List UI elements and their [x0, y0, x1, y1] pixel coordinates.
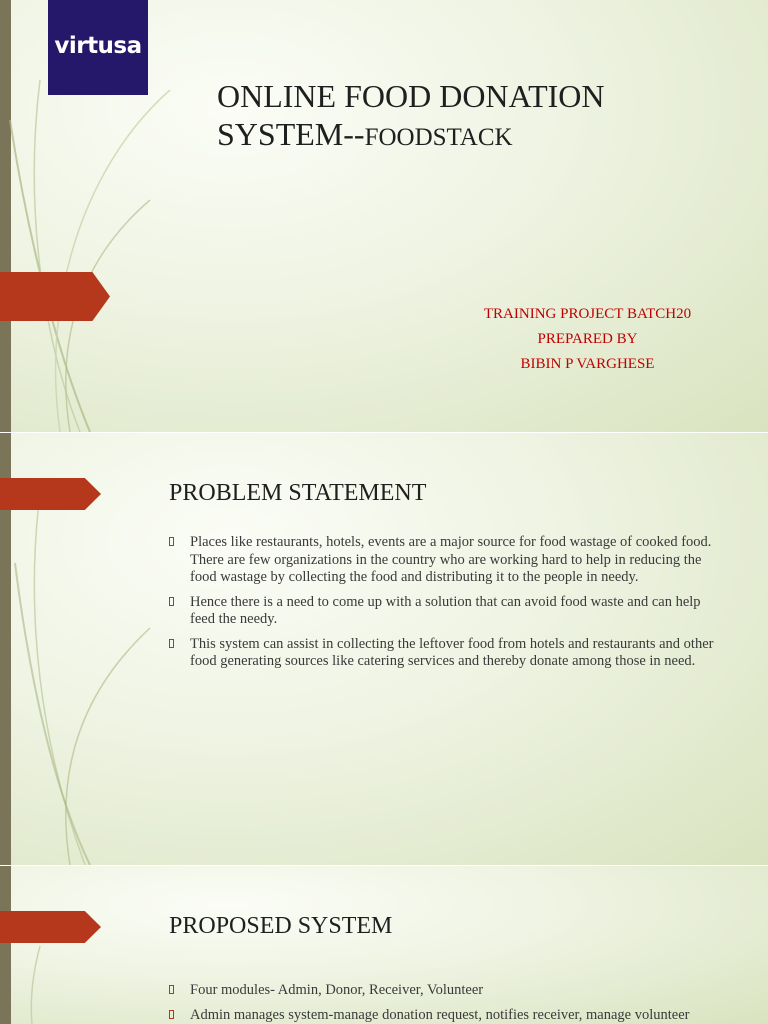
title-line-2-suffix: FOODSTACK: [364, 124, 513, 151]
problem-statement-slide: [0, 433, 768, 865]
title-line-1: ONLINE FOOD DONATION: [217, 78, 605, 114]
accent-arrow-tab: [0, 272, 110, 321]
title-line-2-prefix: SYSTEM--: [217, 116, 365, 152]
list-item: [167, 1007, 727, 1024]
credits-block: [440, 302, 735, 377]
bullet-marker-icon: [169, 1010, 174, 1019]
virtusa-logo: [48, 0, 148, 95]
bullet-text: Four modules- Admin, Donor, Receiver, Volunteer: [190, 982, 484, 998]
bullet-text: Hence there is a need to come up with a solution that can avoid food waste and can help feed the needy.: [190, 593, 701, 627]
bullet-marker-icon: [169, 639, 174, 648]
slide-title: [217, 77, 737, 157]
title-line-2: [217, 115, 737, 157]
bullet-marker-icon: [169, 985, 174, 994]
list-item: [167, 534, 727, 587]
slide-left-bar: [0, 0, 11, 432]
bullet-text: This system can assist in collecting the leftover food from hotels and restaurants and other food generating sources like catering services and thereby donate among those in need.: [190, 635, 714, 669]
title-slide: [0, 0, 768, 432]
credits-line-prepared: PREPARED BY: [537, 331, 638, 347]
credits-line-project: TRAINING PROJECT BATCH20: [483, 306, 692, 322]
bullet-marker-icon: [169, 597, 174, 606]
proposed-system-slide: [0, 866, 768, 1024]
bullet-marker-icon: [169, 537, 174, 546]
accent-arrow-tab: [0, 911, 101, 943]
logo-text: virtusa: [54, 33, 142, 59]
accent-arrow-tab: [0, 478, 101, 510]
bullet-text: Places like restaurants, hotels, events are a major source for food wastage of cooked food. There are few organizations in the country who are working hard to help in reducing the food wastage by collecting the food and distributing it to the people in needy.: [190, 534, 712, 585]
credits-line-author: BIBIN P VARGHESE: [520, 356, 655, 372]
list-item: [167, 636, 727, 671]
section-title: PROPOSED SYSTEM: [169, 913, 393, 939]
list-item: [167, 594, 727, 629]
list-item: [167, 982, 727, 1000]
bullet-list: [167, 534, 727, 678]
bullet-list: [167, 982, 727, 1024]
bullet-text: Admin manages system-manage donation request, notifies receiver, manage volunteer: [190, 1006, 690, 1023]
slide-left-bar: [0, 866, 11, 1024]
section-title: PROBLEM STATEMENT: [169, 480, 427, 506]
